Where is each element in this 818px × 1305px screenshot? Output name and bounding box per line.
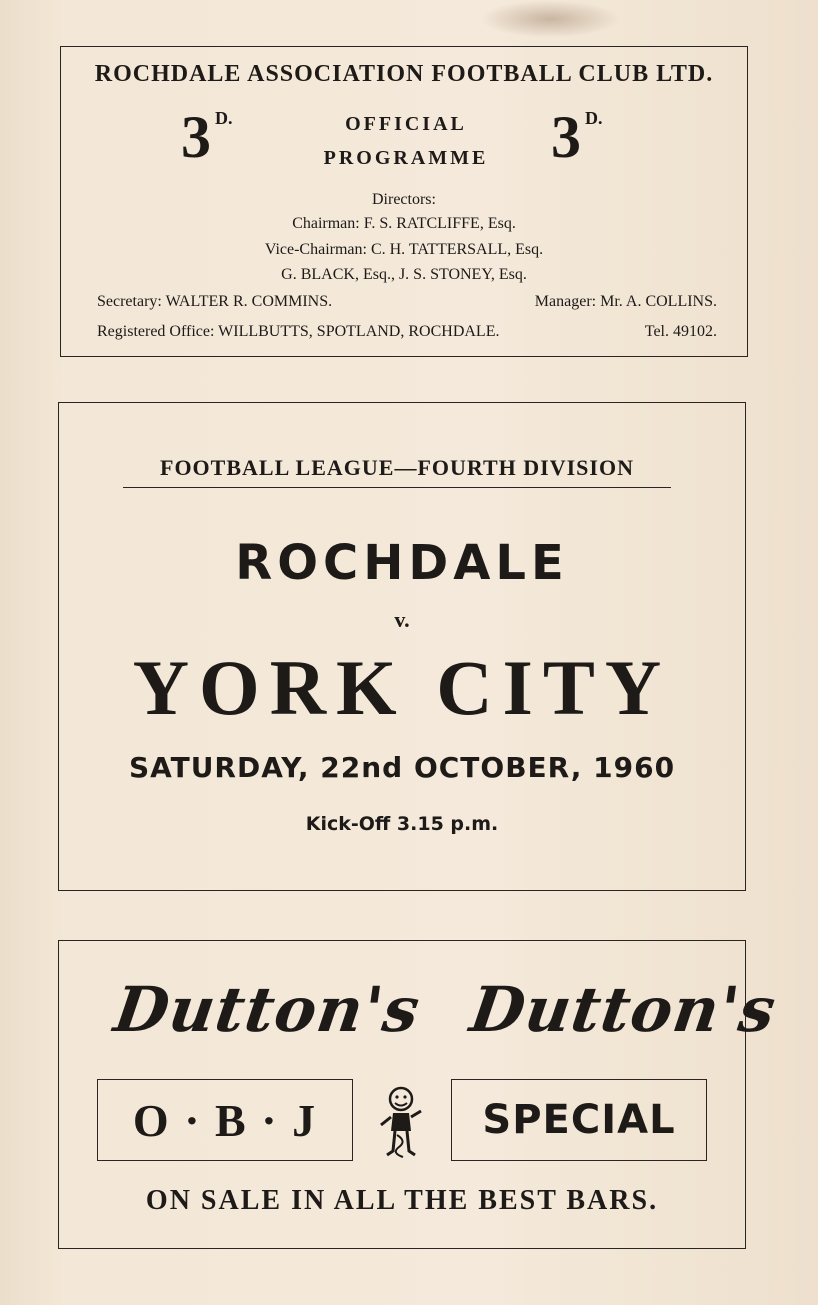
price-unit: D. [215,108,233,128]
directors-others-line: G. BLACK, Esq., J. S. STONEY, Esq. [281,266,527,283]
secretary-text: Secretary: WALTER R. COMMINS. [97,293,333,310]
club-name: ROCHDALE ASSOCIATION FOOTBALL CLUB LTD. [94,61,714,87]
kickoff-time: Kick-Off 3.15 p.m. [305,813,499,835]
paper-stain [480,0,620,38]
chairman-line: Chairman: F. S. RATCLIFFE, Esq. [292,215,516,232]
slogan: ON SALE IN ALL THE BEST BARS. [145,1185,659,1216]
secretary-manager-line [97,293,717,311]
registered-office-line [97,323,717,341]
product-obj-box [97,1079,353,1161]
price-value: 3 [181,104,211,170]
product-obj-label: O · B · J [132,1094,318,1146]
advert-box [58,940,781,1249]
brand-logo-left: Dutton's [109,973,425,1046]
versus-label: v. [394,607,410,632]
home-team: ROCHDALE [235,535,569,591]
directors-heading: Directors: [372,191,436,208]
official-label: OFFICIAL [345,113,467,135]
manager-text: Manager: Mr. A. COLLINS. [534,293,717,310]
price-unit: D. [585,108,603,128]
vice-chairman-line: Vice-Chairman: C. H. TATTERSALL, Esq. [264,241,544,258]
registered-office-text: Registered Office: WILLBUTTS, SPOTLAND, ROCHDALE. [97,323,500,340]
price-value: 3 [551,104,581,170]
league-title: FOOTBALL LEAGUE—FOURTH DIVISION [123,455,671,488]
price-right [551,104,603,170]
programme-label: PROGRAMME [323,147,489,169]
telephone-text: Tel. 49102. [644,323,717,340]
product-special-label: SPECIAL [482,1097,676,1143]
mascot-figure-icon [377,1085,425,1161]
match-date: SATURDAY, 22nd OCTOBER, 1960 [128,751,676,784]
header-box [60,46,748,357]
price-left [181,104,233,170]
brand-logo-right: Dutton's [465,973,781,1046]
product-special-box [451,1079,707,1161]
match-box [58,402,746,891]
away-team: YORK CITY [132,644,672,731]
